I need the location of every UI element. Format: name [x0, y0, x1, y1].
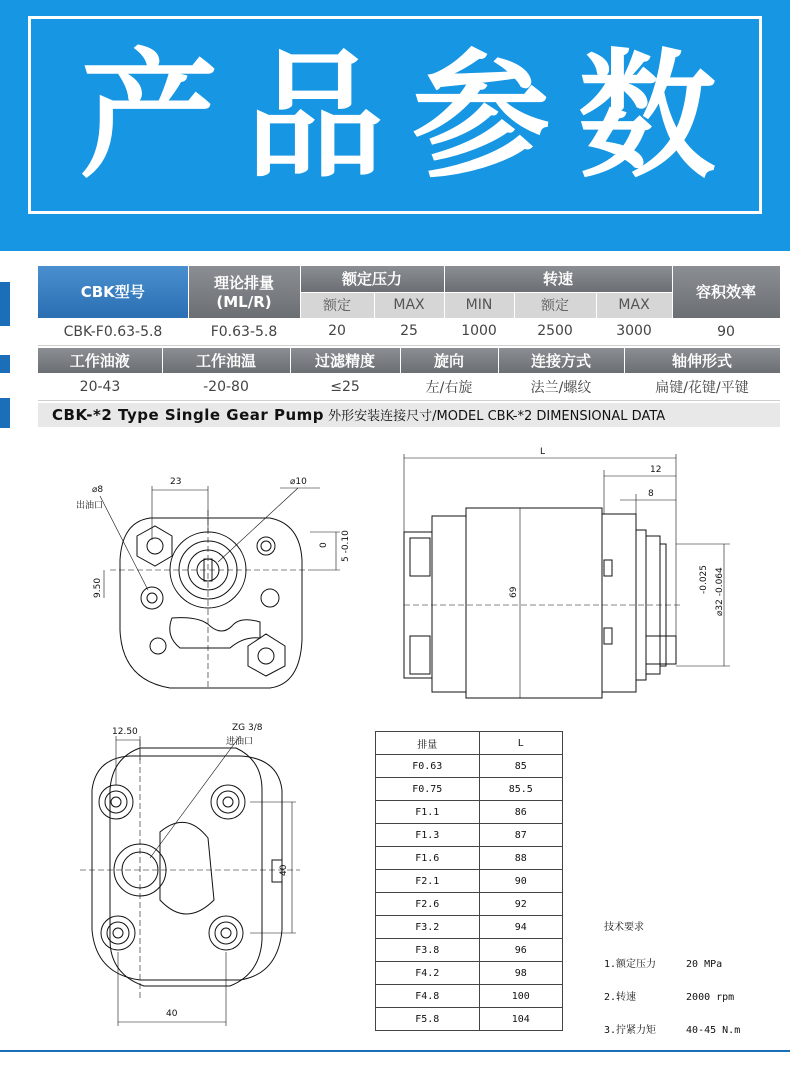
side-dim-L: L — [540, 447, 546, 457]
front-dim-outlet-dia: ⌀8 — [92, 485, 104, 495]
caption-description: 外形安装连接尺寸/MODEL CBK-*2 DIMENSIONAL DATA — [328, 409, 666, 424]
cell-displacement: F3.8 — [376, 939, 480, 962]
value-temp: -20-80 — [162, 373, 290, 400]
value-oil: 20-43 — [38, 373, 162, 400]
parameter-table-2 — [38, 348, 781, 401]
header-speed: 转速 — [444, 266, 672, 292]
cell-displacement: F0.75 — [376, 778, 480, 801]
value-speed-max: 3000 — [596, 318, 672, 345]
tech-item-key: 2.转速 — [604, 992, 637, 1003]
column-header-L: L — [479, 732, 563, 755]
banner-title: 产品参数 — [79, 36, 744, 197]
table-header-row — [376, 732, 563, 755]
left-accent-bar — [0, 355, 10, 373]
cell-L: 98 — [479, 962, 563, 985]
table-row — [376, 916, 563, 939]
cell-L: 87 — [479, 824, 563, 847]
cell-displacement: F4.2 — [376, 962, 480, 985]
cell-displacement: F2.1 — [376, 870, 480, 893]
side-shaft-dia: ⌀32 -0.064 — [715, 567, 725, 616]
table-row — [376, 939, 563, 962]
cell-L: 90 — [479, 870, 563, 893]
value-pressure-max: 25 — [374, 318, 444, 345]
header-rotation: 旋向 — [400, 348, 498, 373]
header-filter: 过滤精度 — [290, 348, 400, 373]
cell-L: 100 — [479, 985, 563, 1008]
header-temp: 工作油温 — [162, 348, 290, 373]
cell-L: 85 — [479, 755, 563, 778]
table-row — [376, 1008, 563, 1031]
side-dim-12: 12 — [650, 465, 662, 475]
displacement-length-table — [375, 731, 563, 1031]
value-connection: 法兰/螺纹 — [498, 373, 624, 400]
tech-item-key: 3.拧紧力矩 — [604, 1025, 657, 1036]
left-accent-bar — [0, 398, 10, 428]
header-shaft: 轴伸形式 — [624, 348, 780, 373]
table-row — [376, 870, 563, 893]
header-connection: 连接方式 — [498, 348, 624, 373]
tech-item — [604, 988, 784, 1021]
sub-speed-rated: 额定 — [514, 292, 596, 318]
left-accent-bar — [0, 282, 10, 326]
table-row — [376, 801, 563, 824]
cell-L: 88 — [479, 847, 563, 870]
dimension-caption — [38, 403, 780, 427]
value-pressure-rated: 20 — [300, 318, 374, 345]
bottom-divider — [0, 1050, 790, 1052]
front-dim-9-50: 9.50 — [93, 577, 103, 598]
tech-title: 技术要求 — [604, 922, 644, 933]
table-row — [376, 847, 563, 870]
back-view — [80, 736, 300, 1026]
tech-item-key: 1.额定压力 — [604, 959, 657, 970]
cell-displacement: F1.3 — [376, 824, 480, 847]
parameter-table — [38, 266, 781, 346]
value-shaft: 扁键/花键/平键 — [624, 373, 780, 400]
header-banner — [0, 0, 790, 251]
value-model: CBK-F0.63-5.8 — [38, 318, 188, 345]
sub-pressure-max: MAX — [374, 292, 444, 318]
cell-displacement: F1.6 — [376, 847, 480, 870]
side-dim-69: 69 — [509, 586, 519, 598]
inlet-label: 进油口 — [226, 737, 254, 747]
tech-item-value: 20 MPa — [686, 959, 723, 970]
cell-displacement: F1.1 — [376, 801, 480, 824]
tech-item — [604, 955, 784, 988]
cell-L: 92 — [479, 893, 563, 916]
caption-model-type: CBK-*2 Type Single Gear Pump — [52, 406, 325, 424]
value-speed-min: 1000 — [444, 318, 514, 345]
header-oil: 工作油液 — [38, 348, 162, 373]
header-displacement-label: 理论排量 — [213, 274, 274, 293]
cell-L: 104 — [479, 1008, 563, 1031]
column-header-displacement: 排量 — [376, 732, 480, 755]
header-displacement-unit: (ML/R) — [216, 293, 272, 312]
sub-speed-max: MAX — [596, 292, 672, 318]
tech-item-value: 40-45 N.m — [686, 1025, 741, 1036]
tech-item-value: 2000 rpm — [686, 992, 735, 1003]
cell-L: 96 — [479, 939, 563, 962]
value-rotation: 左/右旋 — [400, 373, 498, 400]
cell-L: 94 — [479, 916, 563, 939]
cell-displacement: F0.63 — [376, 755, 480, 778]
front-view — [100, 486, 340, 690]
technical-requirements — [604, 918, 784, 1054]
cell-displacement: F4.8 — [376, 985, 480, 1008]
table-row — [376, 778, 563, 801]
header-efficiency: 容积效率 — [672, 266, 780, 318]
cell-L: 85.5 — [479, 778, 563, 801]
back-dim-40-bottom: 40 — [166, 1009, 178, 1019]
sub-speed-min: MIN — [444, 292, 514, 318]
cell-L: 86 — [479, 801, 563, 824]
table-row — [376, 962, 563, 985]
inlet-thread: ZG 3/8 — [232, 723, 263, 733]
back-dim-40-right: 40 — [279, 864, 289, 876]
cell-displacement: F3.2 — [376, 916, 480, 939]
value-efficiency: 90 — [672, 318, 780, 345]
front-dim-hole: ⌀10 — [290, 477, 307, 487]
outlet-label: 出油口 — [76, 501, 104, 511]
front-dim-23: 23 — [170, 477, 182, 487]
table-row — [376, 893, 563, 916]
table-row — [376, 755, 563, 778]
cell-displacement: F2.6 — [376, 893, 480, 916]
header-pressure: 额定压力 — [300, 266, 444, 292]
side-view — [404, 454, 730, 698]
front-tol-upper: 0 — [319, 542, 329, 548]
table-row — [376, 985, 563, 1008]
back-dim-12-50: 12.50 — [112, 727, 138, 737]
sub-pressure-rated: 额定 — [300, 292, 374, 318]
front-tol-lower: 5 -0.10 — [341, 530, 351, 562]
value-filter: ≤25 — [290, 373, 400, 400]
side-shaft-tol: -0.025 — [699, 564, 709, 594]
header-displacement — [188, 266, 300, 318]
table-row — [376, 824, 563, 847]
banner-frame — [28, 16, 762, 214]
side-dim-8: 8 — [648, 489, 654, 499]
cell-displacement: F5.8 — [376, 1008, 480, 1031]
header-model: CBK型号 — [38, 266, 188, 318]
value-speed-rated: 2500 — [514, 318, 596, 345]
value-displacement: F0.63-5.8 — [188, 318, 300, 345]
